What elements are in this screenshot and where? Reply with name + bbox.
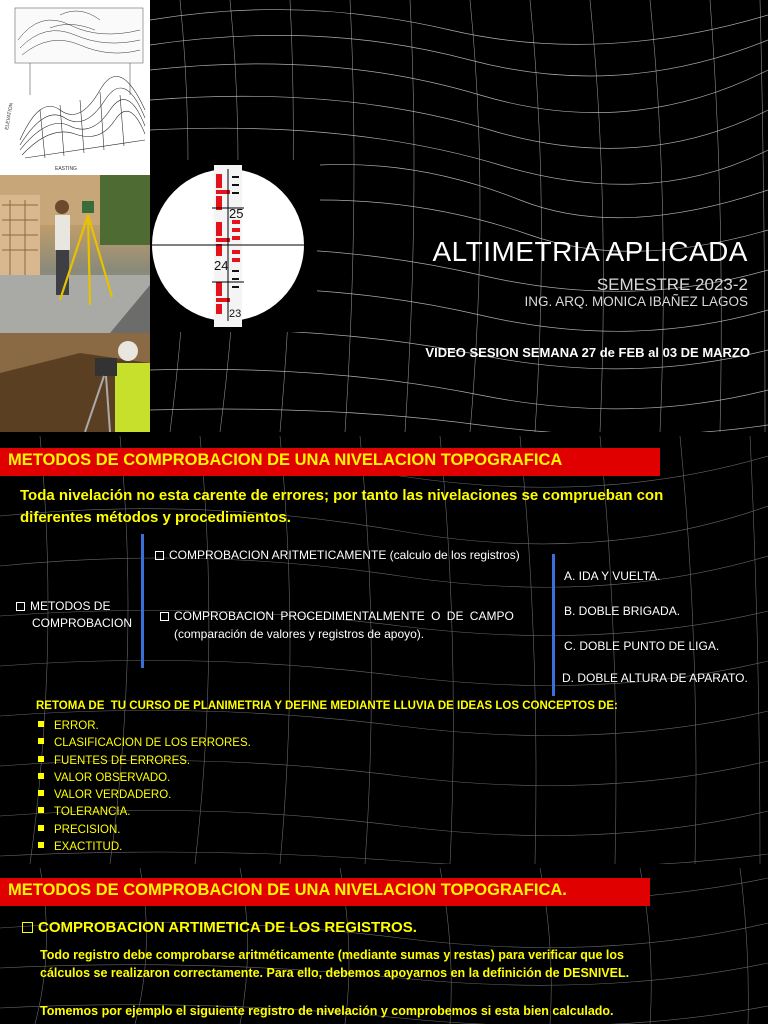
surveyor-worker-photo [0, 333, 150, 432]
task-instruction: RETOMA DE TU CURSO DE PLANIMETRIA Y DEFINE MEDIANTE LLUVIA DE IDEAS LOS CONCEPTOS DE: [36, 700, 618, 712]
option-c: C. DOBLE PUNTO DE LIGA. [564, 639, 720, 653]
intro-text-line-2: diferentes métodos y procedimientos. [20, 509, 291, 526]
list-item: EXACTITUD. [38, 839, 251, 856]
list-item: FUENTES DE ERRORES. [38, 753, 251, 770]
rod-number-23: 23 [229, 308, 242, 320]
square-bullet-icon [38, 773, 44, 779]
body-text-line-3: Tomemos por ejemplo el siguiente registro de nivelación y comprobemos si esta bien calculado. [40, 1004, 614, 1018]
svg-text:EASTING: EASTING [55, 166, 77, 172]
square-bullet-icon [38, 721, 44, 727]
methods-slide [0, 436, 768, 864]
svg-text:ELEVATION: ELEVATION [4, 102, 15, 131]
checkbox-bullet-icon [16, 602, 25, 611]
author-name: ING. ARQ. MONICA IBAÑEZ LAGOS [524, 294, 748, 309]
title-slide [0, 0, 768, 432]
leveling-rod-reticle-image [150, 160, 317, 332]
section-heading: COMPROBACION ARTIMETICA DE LOS REGISTROS. [22, 919, 417, 936]
left-bracket-divider [141, 534, 144, 668]
list-item: VALOR OBSERVADO. [38, 770, 251, 787]
square-bullet-icon [38, 756, 44, 762]
procedural-check-detail: (comparación de valores y registros de apoyo). [174, 627, 425, 641]
intro-text-line-1: Toda nivelación no esta carente de errores; por tanto las nivelaciones se comprueban con [20, 487, 664, 504]
checkbox-bullet-icon [22, 922, 33, 933]
checkbox-bullet-icon [160, 612, 169, 621]
body-text-line-2: cálculos se realizaron correctamente. Para ello, debemos apoyarnos en la definición de DESNIVEL. [40, 966, 630, 980]
surveyor-photo [0, 175, 150, 333]
methods-label [16, 598, 132, 632]
list-item: ERROR. [38, 718, 251, 735]
square-bullet-icon [38, 842, 44, 848]
terrain-3d-plot-image [0, 0, 150, 175]
methods-label-line-2: COMPROBACION [32, 616, 133, 630]
concepts-list [38, 718, 251, 856]
list-item: TOLERANCIA. [38, 804, 251, 821]
square-bullet-icon [38, 825, 44, 831]
checkbox-bullet-icon [155, 551, 164, 560]
body-text-line-1: Todo registro debe comprobarse aritméticamente (mediante sumas y restas) para verificar que los [40, 948, 624, 962]
rod-number-24: 24 [214, 258, 229, 273]
semester-label: SEMESTRE 2023-2 [596, 275, 748, 294]
rod-number-25: 25 [229, 206, 244, 221]
section-title-banner: METODOS DE COMPROBACION DE UNA NIVELACION TOPOGRAFICA [0, 448, 660, 476]
square-bullet-icon [38, 790, 44, 796]
option-b: B. DOBLE BRIGADA. [564, 604, 681, 618]
list-item: CLASIFICACION DE LOS ERRORES. [38, 735, 251, 752]
list-item: VALOR VERDADERO. [38, 787, 251, 804]
option-d: D. DOBLE ALTURA DE APARATO. [562, 671, 748, 685]
right-bracket-divider [552, 554, 555, 696]
video-session-label: VIDEO SESION SEMANA 27 de FEB al 03 DE MARZO [425, 345, 750, 360]
procedural-check-item: COMPROBACION PROCEDIMENTALMENTE O DE CAMPO (comparación de valores y registros de apoyo). [160, 607, 514, 643]
square-bullet-icon [38, 738, 44, 744]
methods-label-line-1: METODOS DE [30, 599, 111, 613]
presentation-title: ALTIMETRIA APLICADA [432, 236, 748, 267]
list-item: PRECISION. [38, 822, 251, 839]
arithmetic-check-slide [0, 868, 768, 1024]
arithmetic-check-item: COMPROBACION ARITMETICAMENTE (calculo de los registros) [155, 548, 520, 562]
option-a: A. IDA Y VUELTA. [564, 569, 661, 583]
section-title-banner: METODOS DE COMPROBACION DE UNA NIVELACION TOPOGRAFICA. [0, 878, 650, 906]
square-bullet-icon [38, 807, 44, 813]
